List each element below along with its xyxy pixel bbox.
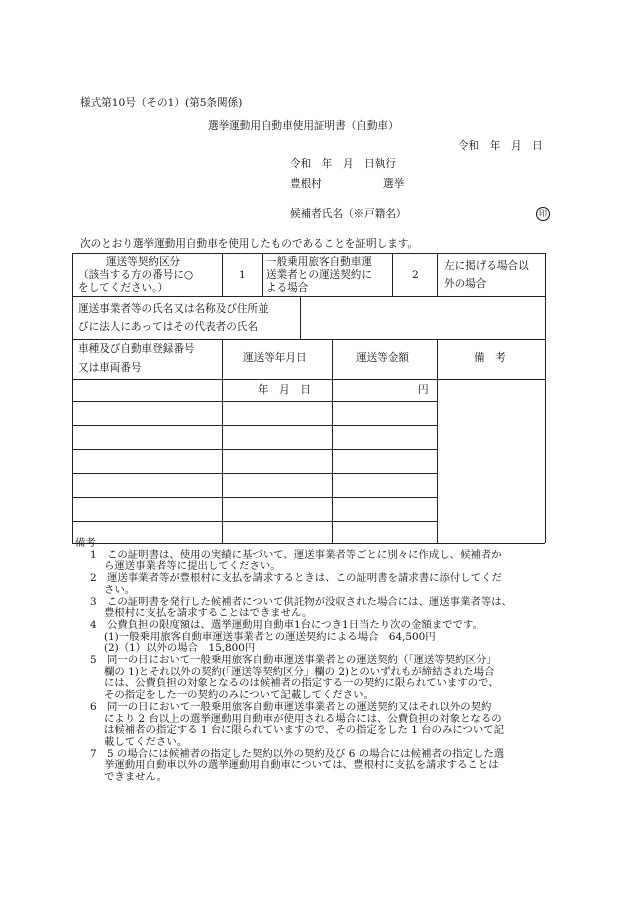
note-line: 豊根村に支払を請求することはできません。 (104, 607, 313, 620)
notes-heading: 備考 (75, 537, 96, 549)
option-2-number[interactable]: 2 (412, 269, 419, 281)
note-line: 5 同一の日において一般乗用旅客自動車運送事業者との運送契約（「運送等契約区分」 (90, 654, 497, 667)
note-line: により 2 台以上の選挙運動用自動車が使用される場合には、公費負担の対象となるの (104, 712, 502, 725)
contract-type-instruction: （該当する方の番号に○ (78, 269, 194, 281)
column-vehicle: 車種及び自動車登録番号 (78, 343, 195, 355)
option-1-number[interactable]: 1 (239, 269, 246, 281)
certification-statement: 次のとおり選挙運動用自動車を使用したものであることを証明します。 (80, 238, 419, 250)
column-amount: 運送等金額 (356, 352, 409, 364)
column-remarks: 備 考 (474, 352, 506, 364)
notes-section (75, 537, 560, 784)
note-line: 3 この証明書を発行した候補者について供託物が没収された場合には、運送事業者等は、 (90, 595, 513, 608)
note-line: には、公費負担の対象となるのは候補者の指定する一の契約に限られていますので、 (104, 677, 499, 690)
note-line: 挙運動用自動車以外の選挙運動用自動車については、豊根村に支払を請求することは (104, 759, 499, 772)
note-line: 4 公費負担の限度額は、選挙運動用自動車1台につき1日当たり次の金額までです。 (90, 618, 483, 631)
election-village: 豊根村 (290, 178, 322, 190)
note-line: (1)一般乗用旅客自動車運送事業者との運送契約による場合 64,500円 (104, 630, 436, 643)
note-line: (2)（1）以外の場合 15,800円 (104, 642, 256, 655)
column-vehicle-2: 又は車両番号 (78, 362, 142, 374)
execution-date: 令和 年 月 日執行 (290, 158, 396, 170)
seal-icon: 印 (536, 207, 550, 221)
election-label: 選挙 (383, 178, 405, 190)
note-line: できません。 (104, 771, 167, 784)
form-number: 様式第10号（その1）(第5条関係) (80, 97, 243, 109)
note-line: ら運送事業者等に提出してください。 (104, 560, 281, 573)
yen-unit: 円 (418, 384, 429, 396)
contract-type-label: 運送等契約区分 (106, 256, 181, 268)
contract-type-instruction-2: をしてください。） (78, 282, 169, 294)
option-2-text-2: 外の場合 (444, 278, 487, 290)
candidate-name-label: 候補者氏名（※戸籍名） (290, 208, 407, 220)
option-2-text: 左に掲げる場合以 (444, 260, 529, 272)
document-title: 選挙運動用自動車使用証明書（自動車） (208, 120, 399, 132)
option-1-text-2: 送業者との運送契約に (266, 269, 372, 281)
note-line: 6 同一の日において一般乗用旅客自動車運送事業者との運送契約又はそれ以外の契約 (90, 700, 492, 713)
operator-name-label-2: びに法人にあってはその代表者の氏名 (78, 321, 258, 333)
note-line: 2 運送事業者等が豊根村に支払を請求するときは、この証明書を請求書に添付してくだ (90, 572, 502, 585)
operator-name-label: 運送事業者等の氏名又は名称及び住所並 (78, 303, 269, 315)
note-line: 載してください。 (104, 735, 188, 748)
note-line: 1 この証明書は、使用の実績に基づいて、運送事業者等ごとに別々に作成し、候補者か (90, 548, 502, 561)
option-1-text-3: よる場合 (266, 282, 309, 294)
note-line: その指定をした一の契約のみについて記載してください。 (104, 689, 374, 702)
column-date: 運送等年月日 (243, 352, 307, 364)
note-line: 7 5 の場合には候補者の指定した契約以外の契約及び 6 の場合には候補者の指定した選 (90, 747, 505, 760)
option-1-text: 一般乗用旅客自動車運 (266, 256, 372, 268)
issue-date: 令和 年 月 日 (458, 140, 543, 152)
date-unit: 年 月 日 (258, 384, 311, 396)
note-line: は候補者の指定する 1 台に限られていますので、その指定をした 1 台のみについて記 (104, 724, 505, 737)
note-line: さい。 (104, 583, 136, 596)
note-line: 欄の 1)とそれ以外の契約(「運送等契約区分」欄の 2)とのいずれもが締結された場合 (104, 665, 495, 678)
